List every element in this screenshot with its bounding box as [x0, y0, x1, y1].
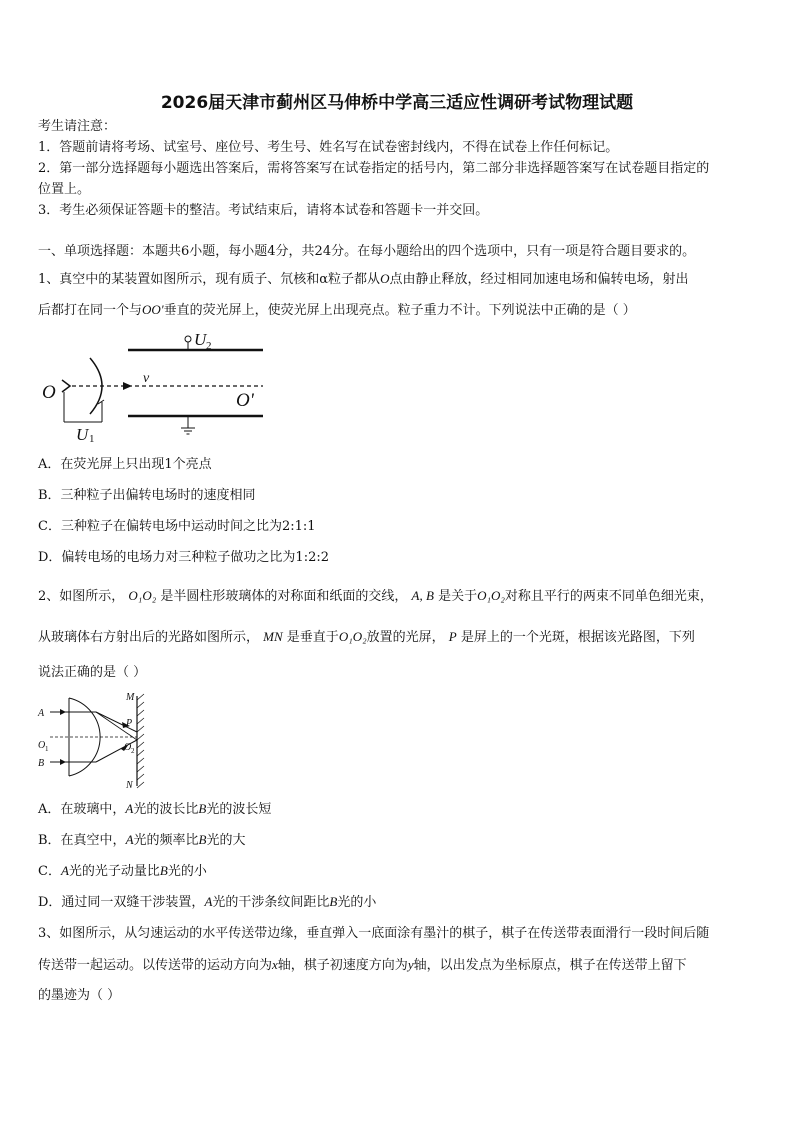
q2-text: 从玻璃体右方射出后的光路如图所示，	[38, 630, 260, 645]
q3-stem-line1: 3、如图所示，从匀速运动的水平传送带边缘，垂直弹入一底面涂有墨汁的棋子，棋子在传送带表面滑行一段时间后随	[38, 926, 710, 941]
notice-item-2-cont: 位置上。	[38, 182, 91, 197]
q1-text: 点由静止释放，经过相同加速电场和偏转电场，射出	[389, 272, 689, 287]
q2-stem-line2	[38, 628, 695, 647]
option-var: A	[204, 894, 213, 909]
option-text: 光的波长短	[206, 802, 272, 817]
q3-stem-line3: 的墨迹为（ ）	[38, 988, 121, 1003]
q3-stem-line2	[38, 956, 687, 975]
q1-text: 1、真空中的某装置如图所示，现有质子、氘核和α粒子都从	[38, 272, 381, 287]
notice-item-1: 1．答题前请将考场、试室号、座位号、考生号、姓名写在试卷密封线内，不得在试卷上作任何标记。	[38, 140, 619, 155]
q2-option-a	[38, 800, 271, 819]
option-var: B	[329, 894, 338, 909]
label-n: N	[126, 780, 133, 791]
option-text: 光的波长比	[133, 802, 199, 817]
label-o2: O	[124, 742, 132, 753]
page-title: 2026届天津市蓟州区马伸桥中学高三适应性调研考试物理试题	[160, 93, 634, 113]
label-m: M	[126, 692, 135, 703]
option-text: B．在真空中，	[38, 833, 126, 848]
label-p: P	[126, 718, 133, 729]
q3-text: 轴，棋子初速度方向为	[277, 958, 408, 973]
q2-option-b	[38, 831, 246, 850]
q2-text: 放置的光屏，	[366, 630, 445, 645]
q1-stem-line1	[38, 270, 688, 289]
option-text: C．	[38, 864, 61, 879]
label-o1-sub: 1	[45, 745, 49, 753]
q2-text: 是半圆柱形玻璃体的对称面和纸面的交线，	[160, 589, 408, 604]
option-var: B	[198, 832, 207, 847]
q2-var-o1o2: O₁O₂	[128, 588, 157, 603]
label-u1: U	[76, 425, 89, 444]
option-text: 光的干涉条纹间距比	[212, 895, 330, 910]
option-var: B	[159, 863, 168, 878]
q1-text: 垂直的荧光屏上，使荧光屏上出现亮点。粒子重力不计。下列说法中正确的是（ ）	[163, 303, 636, 318]
option-text: 光的小	[337, 895, 377, 910]
q1-option-b: B．三种粒子出偏转电场时的速度相同	[38, 488, 256, 503]
label-o1: O	[38, 740, 46, 751]
q2-text: 是关于	[438, 589, 478, 604]
q2-var-ab: A, B	[411, 588, 434, 603]
q1-option-c: C．三种粒子在偏转电场中运动时间之比为2:1:1	[38, 519, 316, 534]
option-text: D．通过同一双缝干涉装置，	[38, 895, 205, 910]
q2-text: 对称且平行的两束不同单色细光束，	[504, 589, 713, 604]
q2-option-c	[38, 862, 207, 881]
q2-text: 是屏上的一个光斑，根据该光路图，下列	[460, 630, 695, 645]
option-text: 光的光子动量比	[68, 864, 160, 879]
q1-var-o: O	[380, 271, 390, 286]
option-text: 光的频率比	[133, 833, 199, 848]
label-u2: U	[194, 330, 207, 349]
q1-text: 后都打在同一个与	[38, 303, 143, 318]
option-text: 光的大	[206, 833, 246, 848]
label-o-prime: O'	[236, 390, 254, 411]
q2-stem-line3: 说法正确的是（ ）	[38, 665, 147, 680]
option-var: A	[125, 832, 134, 847]
q1-var-oo: OO'	[142, 302, 164, 317]
q2-text: 2、如图所示，	[38, 589, 125, 604]
q3-text: 传送带一起运动。以传送带的运动方向为	[38, 958, 273, 973]
label-u2-sub: 2	[206, 340, 212, 352]
notice-item-3: 3．考生必须保证答题卡的整洁。考试结束后，请将本试卷和答题卡一并交回。	[38, 203, 489, 218]
label-o2-sub: 2	[131, 747, 135, 755]
q2-var-o1o2: O₁O₂	[338, 629, 367, 644]
q1-stem-line2	[38, 301, 636, 320]
q2-figure	[38, 692, 158, 792]
option-var: B	[198, 801, 207, 816]
q2-var-o1o2: O₁O₂	[477, 588, 505, 603]
option-var: A	[60, 863, 69, 878]
q3-var-x: x	[272, 957, 278, 972]
q1-option-d: D．偏转电场的电场力对三种粒子做功之比为1:2:2	[38, 550, 329, 565]
q1-option-a: A．在荧光屏上只出现1个亮点	[38, 457, 212, 472]
q1-figure	[38, 330, 268, 445]
q3-text: 轴，以出发点为坐标原点，棋子在传送带上留下	[413, 958, 687, 973]
q2-text: 是垂直于	[286, 630, 339, 645]
q3-var-y: y	[407, 957, 414, 972]
option-text: A．在玻璃中，	[38, 802, 126, 817]
label-a: A	[38, 708, 45, 719]
notice-heading: 考生请注意：	[38, 119, 117, 134]
q2-stem-line1	[38, 587, 713, 606]
notice-item-2: 2．第一部分选择题每小题选出答案后，需将答案写在试卷指定的括号内，第二部分非选择题答案写在试卷题目指定的	[38, 161, 710, 176]
option-var: A	[125, 801, 134, 816]
option-text: 光的小	[167, 864, 207, 879]
q2-option-d	[38, 893, 376, 912]
label-o: O	[42, 382, 56, 403]
q2-var-p: P	[448, 629, 457, 644]
label-b: B	[38, 758, 45, 769]
section-heading: 一、单项选择题：本题共6小题，每小题4分，共24分。在每小题给出的四个选项中，只有一项是符合题目要求的。	[38, 244, 696, 259]
label-v: v	[143, 371, 150, 386]
q2-var-mn: MN	[263, 629, 283, 644]
label-u1-sub: 1	[89, 433, 95, 445]
